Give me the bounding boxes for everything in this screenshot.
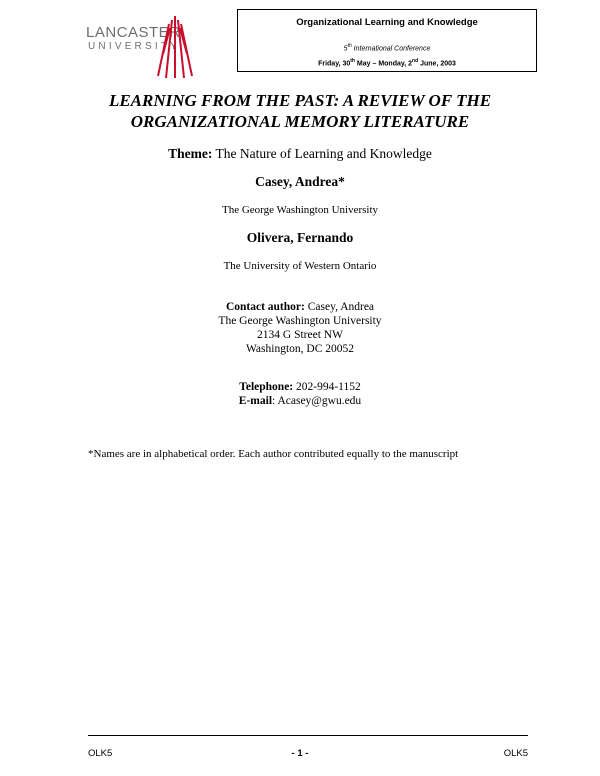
contact-author: Contact author: Casey, Andrea: [225, 301, 375, 313]
logo-text-university: UNIVERSITY: [88, 41, 181, 52]
footer-right: OLK5: [503, 748, 528, 759]
contact-line-1: The George Washington University: [218, 315, 382, 327]
logo-text-lancaster: LANCASTER: [86, 24, 181, 41]
contact-line-3: Washington, DC 20052: [245, 343, 354, 355]
author-order-note: *Names are in alphabetical order. Each author contributed equally to the manuscript: [88, 448, 459, 460]
lancaster-logo: [86, 14, 196, 80]
author-name-1: Casey, Andrea*: [255, 174, 345, 189]
phone-email-block: [0, 380, 600, 408]
lancaster-emblem-icon: [154, 14, 196, 80]
contact-block: [0, 300, 600, 356]
author-name-2: Olivera, Fernando: [246, 230, 354, 245]
author-affiliation-1: The George Washington University: [221, 204, 379, 216]
footer-divider: [88, 735, 528, 736]
page-number: - 1 -: [291, 748, 309, 759]
email: E-mail: Acasey@gwu.edu: [238, 395, 362, 407]
conference-dates: Friday, 30th May – Monday, 2nd June, 2003: [318, 58, 456, 68]
paper-title: LEARNING FROM THE PAST: A REVIEW OF THE ORGANIZATIONAL MEMORY LITERATURE: [108, 91, 492, 131]
conference-edition: 5th International Conference: [343, 43, 431, 53]
contact-line-2: 2134 G Street NW: [257, 329, 343, 341]
telephone: Telephone: 202-994-1152: [239, 381, 361, 393]
author-affiliation-2: The University of Western Ontario: [223, 260, 377, 272]
footer-left: OLK5: [88, 748, 113, 759]
conference-info-box: [237, 9, 537, 72]
conference-title: Organizational Learning and Knowledge: [296, 17, 478, 28]
paper-theme: Theme: The Nature of Learning and Knowledge: [168, 146, 432, 161]
